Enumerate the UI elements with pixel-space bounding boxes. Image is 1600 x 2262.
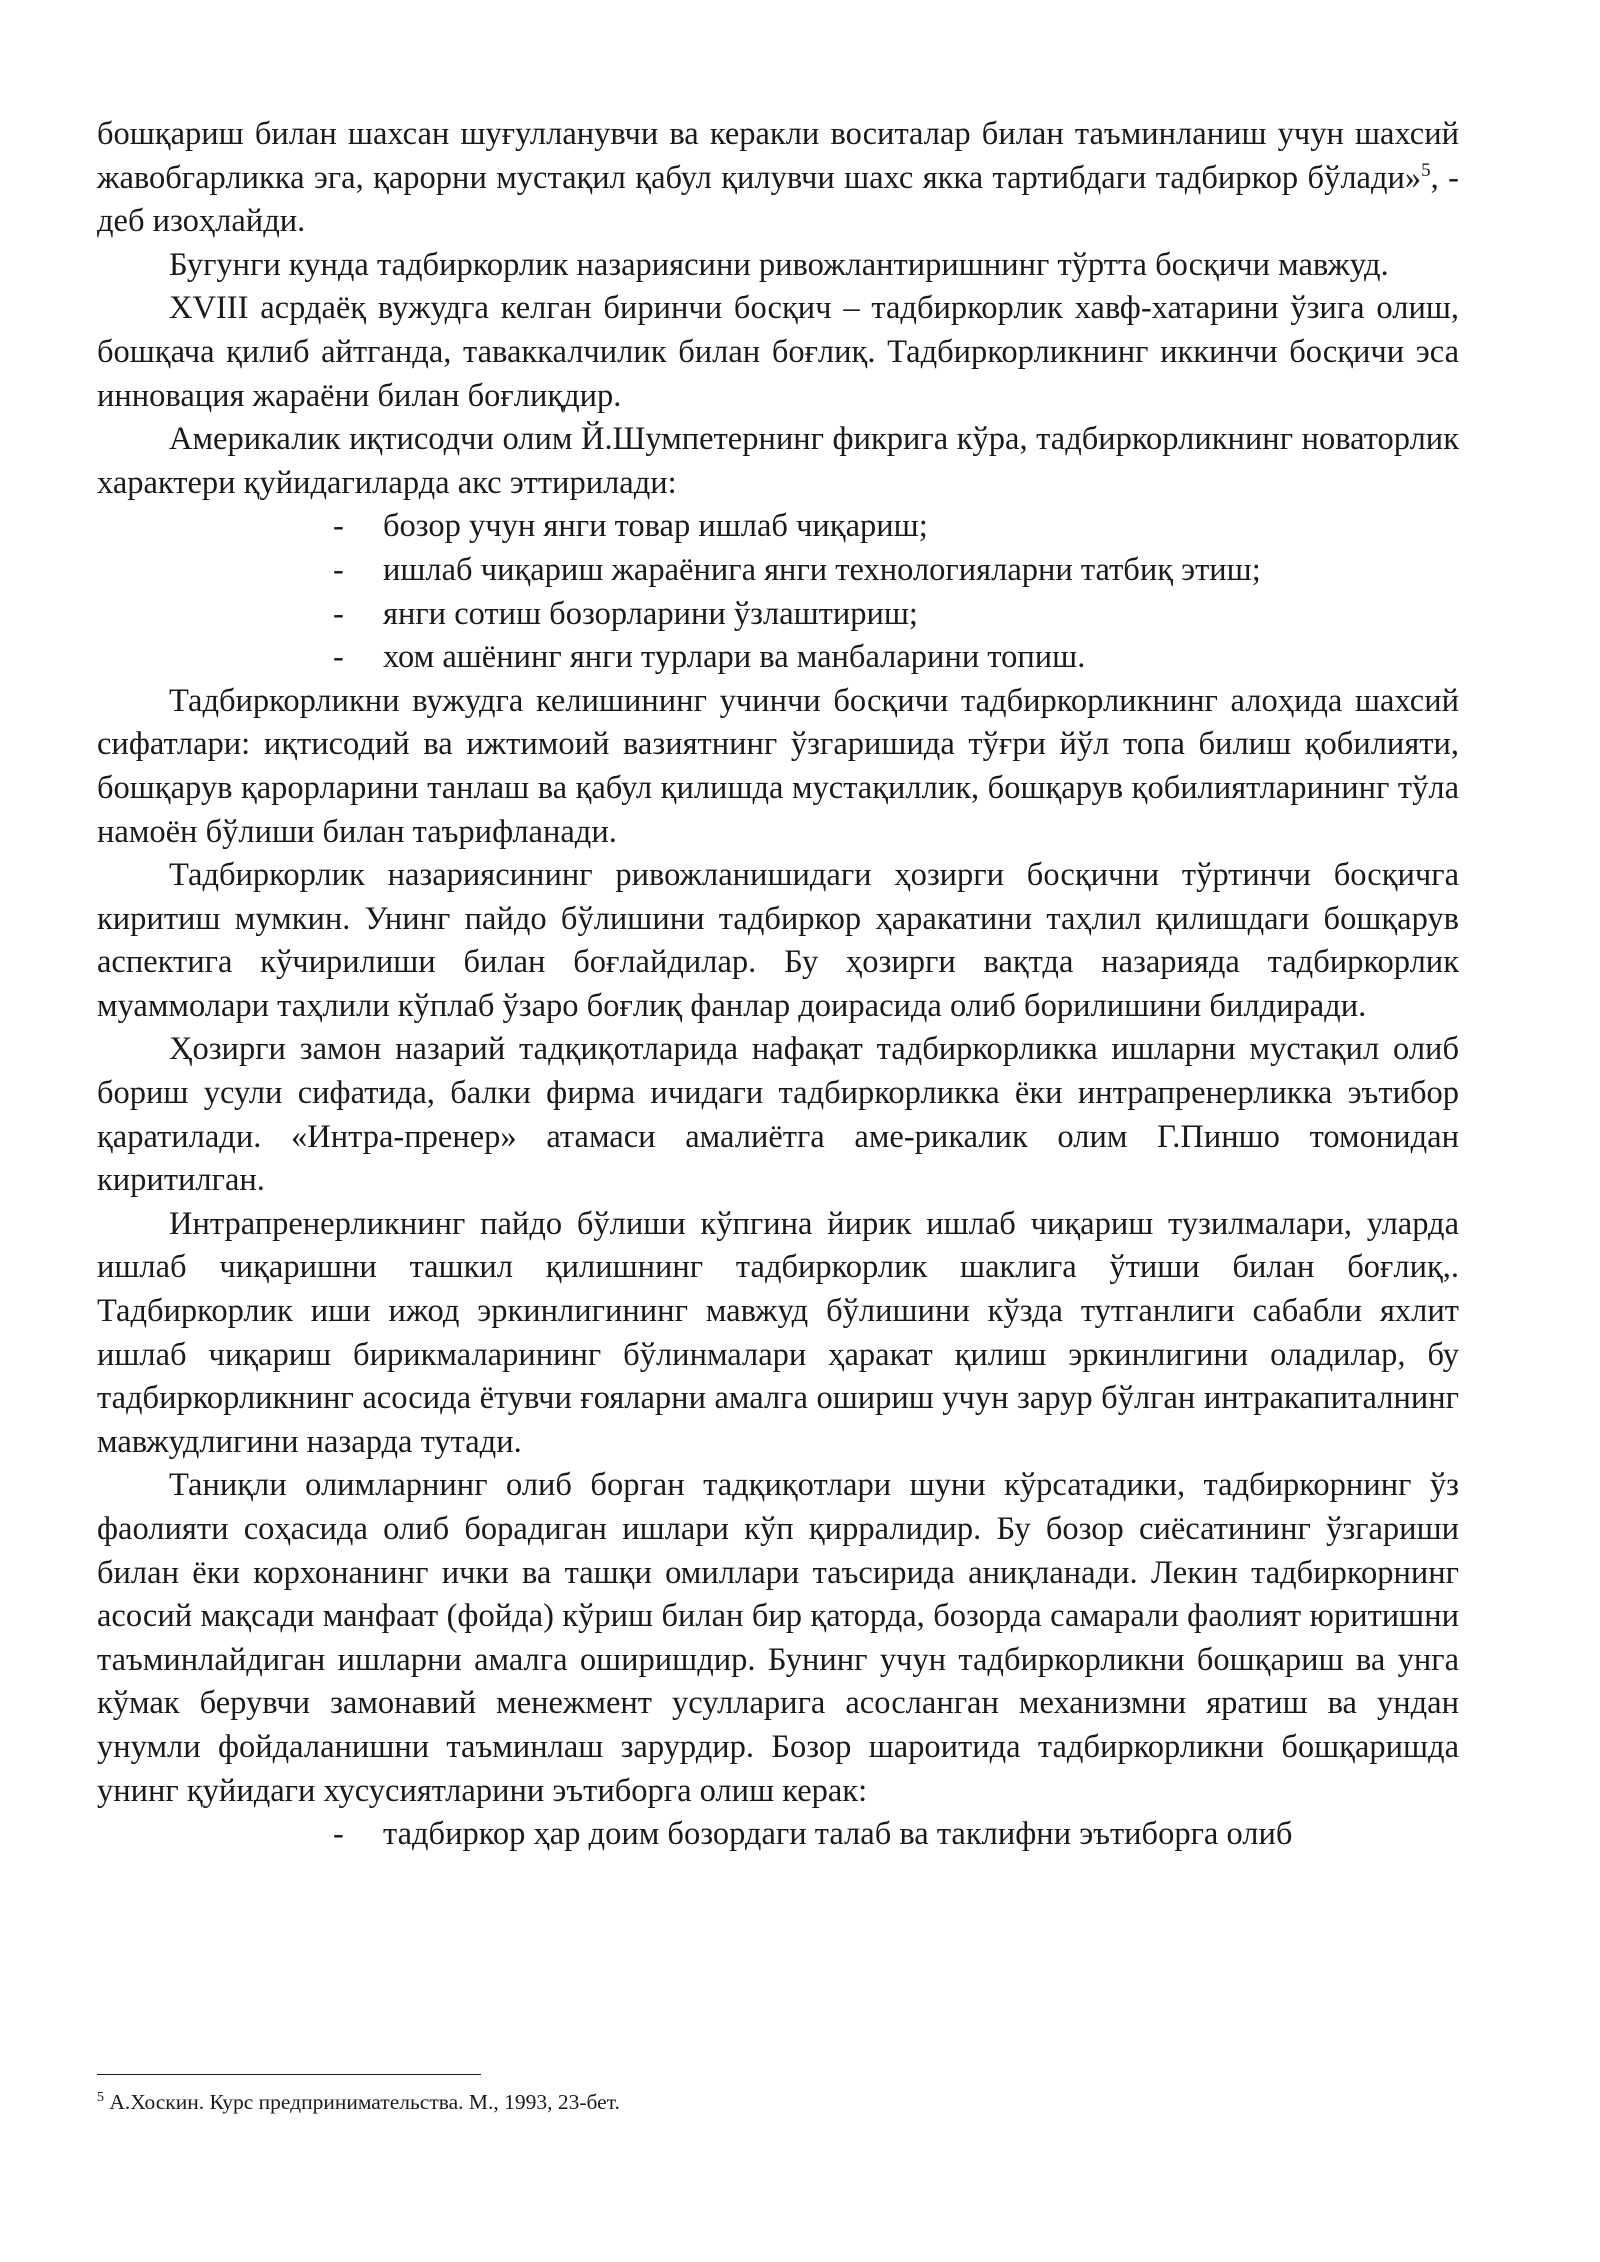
list-item-text: тадбиркор ҳар доим бозордаги талаб ва таклифни эътиборга олиб <box>383 1816 1293 1853</box>
paragraph-research: Таниқли олимларнинг олиб борган тадқиқотлари шуни кўрсатадики, тадбиркорнинг ўз фаолияти соҳасида олиб борадиган ишлари кўп қирралидир. Бу бозор сиёсатининг ўзгариши билан ёки корхонанинг ички ва ташқи омиллари таъсирида аниқланади. Лекин тадбиркорнинг асосий мақсади манфаат (фойда) кўриш билан бир қаторда, бозорда самарали фаолият юритишни таъминлайдиган ишларни амалга оширишдир. Бунинг учун тадбиркорликни бошқариш ва унга кўмак берувчи замонавий менежмент усулларига асосланган механизмни яратиш ва ундан унумли фойдаланишни таъминлаш зарурдир. Бозор шароитида тадбиркорликни бошқаришда унинг қуйидаги хусусиятларини эътиборга олиш керак: <box>97 1467 1459 1809</box>
main-text <box>97 113 1459 1857</box>
list-item-text: бозор учун янги товар ишлаб чиқариш; <box>383 508 928 545</box>
list-item <box>97 505 1459 549</box>
list-dash: - <box>333 551 344 588</box>
innovation-list <box>97 505 1459 679</box>
paragraph-stages: Бугунги кунда тадбиркорлик назариясини ривожлантиришнинг тўртта босқичи мавжуд. <box>169 246 1389 283</box>
list-item <box>97 636 1459 680</box>
paragraph-intrapreneur: Ҳозирги замон назарий тадқиқотларида нафақат тадбиркорликка ишларни мустақил олиб бориш усули сифатида, балки фирма ичидаги тадбиркорликка ёки интрапренерликка эътибор қаратилади. «Интра-пренер» атамаси амалиётга аме-рикалик олим Г.Пиншо томонидан киритилган. <box>97 1031 1459 1199</box>
paragraph-third-stage: Тадбиркорликни вужудга келишининг учинчи босқичи тадбиркорликнинг алоҳида шахсий сифатлари: иқтисодий ва ижтимоий вазиятнинг ўзгаришида тўғри йўл топа билиш қобилияти, бошқарув қарорларини танлаш ва қабул қилишда мустақиллик, бошқарув қобилиятларининг тўла намоён бўлиши билан таърифланади. <box>97 682 1459 850</box>
list-dash: - <box>333 595 344 632</box>
features-list <box>97 1813 1459 1857</box>
paragraph-quote-end <box>97 113 1459 244</box>
list-item <box>97 593 1459 637</box>
list-item <box>97 549 1459 593</box>
list-item-text: хом ашёнинг янги турлари ва манбаларини топиш. <box>383 639 1086 676</box>
footnote-separator <box>97 2074 481 2075</box>
footnote-reference[interactable]: 5 <box>1421 159 1431 181</box>
paragraph-text: бошқариш билан шахсан шуғулланувчи ва керакли воситалар билан таъминланиш учун шахсий жавобгарликка эга, қарорни мустақил қабул қилувчи шахс якка тартибдаги тадбиркор бўлади» <box>97 116 1459 196</box>
list-dash: - <box>333 639 344 676</box>
footnote <box>97 2088 620 2116</box>
list-item <box>97 1813 1459 1857</box>
footnote-marker: 5 <box>97 2089 104 2105</box>
list-dash: - <box>333 1816 344 1853</box>
paragraph-fourth-stage: Тадбиркорлик назариясининг ривожланишидаги ҳозирги босқични тўртинчи босқичга киритиш мумкин. Унинг пайдо бўлишини тадбиркор ҳаракатини таҳлил қилишдаги бошқарув аспектига кўчирилиши билан боғлайдилар. Бу ҳозирги вақтда назарияда тадбиркорлик муаммолари таҳлили кўплаб ўзаро боғлиқ фанлар доирасида олиб борилишини билдиради. <box>97 857 1459 1024</box>
list-item-text: янги сотиш бозорларини ўзлаштириш; <box>383 595 918 632</box>
paragraph-schumpeter: Америкалик иқтисодчи олим Й.Шумпетернинг фикрига кўра, тадбиркорликнинг новаторлик характери қуйидагиларда акс эттирилади: <box>97 421 1459 501</box>
footnote-text: А.Хоскин. Курс предпринимательства. М., 1993, 23-бет. <box>104 2090 620 2114</box>
list-item-text: ишлаб чиқариш жараёнига янги технологияларни татбиқ этиш; <box>383 551 1261 588</box>
paragraph-text: , - деб изоҳлайди. <box>97 159 1459 240</box>
paragraph-first-stage: XVIII асрдаёқ вужудга келган биринчи босқич – тадбиркорлик хавф-хатарини ўзига олиш, бошқача қилиб айтганда, таваккалчилик билан боғлиқ. Тадбиркорликнинг иккинчи босқичи эса инновация жараёни билан боғлиқдир. <box>97 290 1459 414</box>
list-dash: - <box>333 508 344 545</box>
paragraph-intrapreneurship-origin: Интрапренерликнинг пайдо бўлиши кўпгина йирик ишлаб чиқариш тузилмалари, уларда ишлаб чиқаришни ташкил қилишнинг тадбиркорлик шаклига ўтиши билан боғлиқ,. Тадбиркорлик иши ижод эркинлигининг мавжуд бўлишини кўзда тутганлиги сабабли яхлит ишлаб чиқариш бирикмаларининг бўлинмалари ҳаракат қилиш эркинлигини оладилар, бу тадбиркорликнинг асосида ётувчи ғояларни амалга ошириш учун зарур бўлган интракапиталнинг мавжудлигини назарда тутади. <box>97 1205 1459 1460</box>
